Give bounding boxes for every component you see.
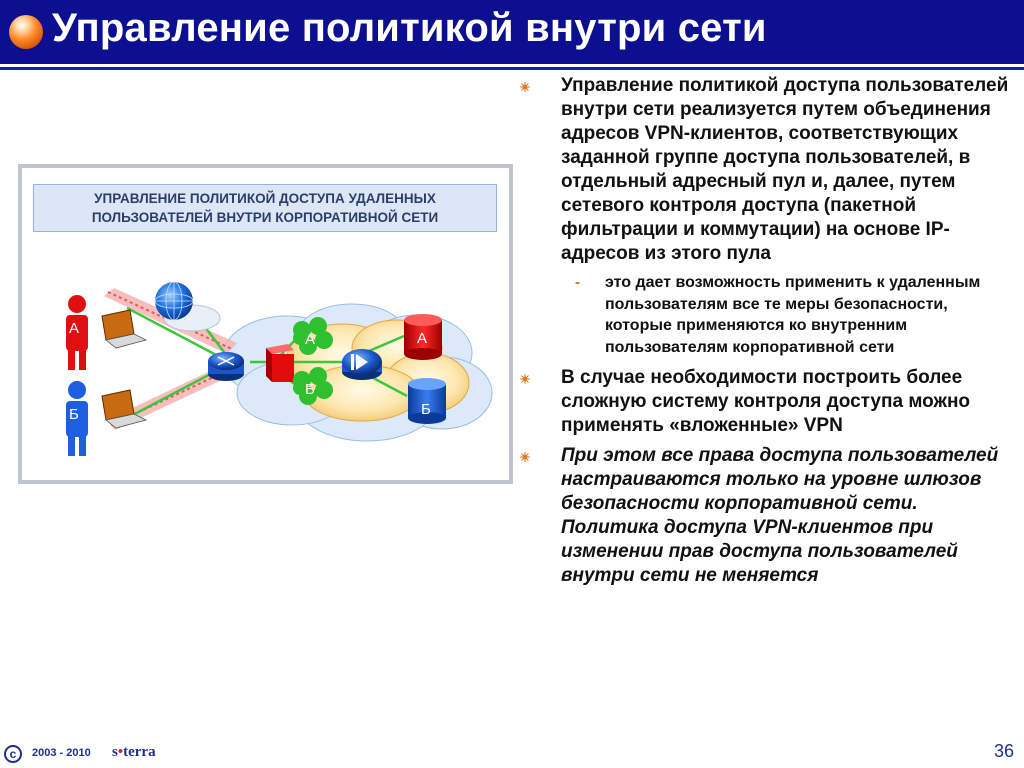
copyright-icon: c [4,745,22,763]
title-bar [0,0,1024,64]
page-number: 36 [993,741,1014,761]
bullet-text-2: В случае необходимости построить более сложную систему контроля доступа можно применять «вложенные» VPN [561,367,971,436]
footer [0,741,1024,768]
brand-dot: • [117,744,124,760]
network-diagram [22,168,509,480]
bullet-item-2 [525,366,1015,438]
copyright-years: 2003 - 2010 [32,747,91,759]
user-a-label: А [69,320,80,337]
figure-caption-line2: ПОЛЬЗОВАТЕЛЕЙ ВНУТРИ КОРПОРАТИВНОЙ СЕТИ [91,210,439,225]
bullet-sun-icon [520,374,530,384]
figure-caption-line1: УПРАВЛЕНИЕ ПОЛИТИКОЙ ДОСТУПА УДАЛЕННЫХ [94,191,436,206]
bullet-list [525,74,1015,594]
brand-s: s [112,744,118,760]
brand-rest: terra [123,744,156,760]
sub-bullet-item-1 [525,272,1015,358]
figure-canvas [22,168,509,480]
title-bullet-icon [9,15,43,49]
server-a-label: А [417,330,428,347]
bullet-sun-icon [520,452,530,462]
sub-bullet-text-1: это дает возможность применить к удаленным пользователям все те меры безопасности, которые применяются ко внутренним пользователям корпоративной сети [605,274,981,356]
vpn-gateway-icon [342,349,382,380]
bullet-item-3 [525,444,1015,588]
server-b-label: Б [421,401,431,418]
sub-bullet-dash: - [575,274,580,291]
bullet-text-1: Управление политикой доступа пользователей внутри сети реализуется путем объединения адресов VPN-клиентов, соответствующих заданной группе доступа пользователей, в отдельный адресный пул и, далее, путем сетевого контроля доступа (пакетной фильтрации и коммутации) на основе IP-адресов из этого пула [561,75,1009,264]
bullet-text-3: При этом все права доступа пользователей настраиваются только на уровне шлюзов безопасности корпоративной сети. Политика доступа VPN-клиентов при изменении прав доступа пользователей внутри сети не меняется [561,445,999,586]
group-b-label: Б [305,381,315,398]
page-title: Управление политикой внутри сети [52,6,767,50]
bullet-item-1 [525,74,1015,266]
bullet-sun-icon [520,82,530,92]
group-a-label: А [305,331,316,348]
user-b-label: Б [69,406,79,423]
firewall-icon [266,344,294,382]
title-underline [0,67,1024,70]
router-icon [208,352,244,381]
network-diagram-figure [18,164,513,484]
brand-logo [112,744,156,761]
